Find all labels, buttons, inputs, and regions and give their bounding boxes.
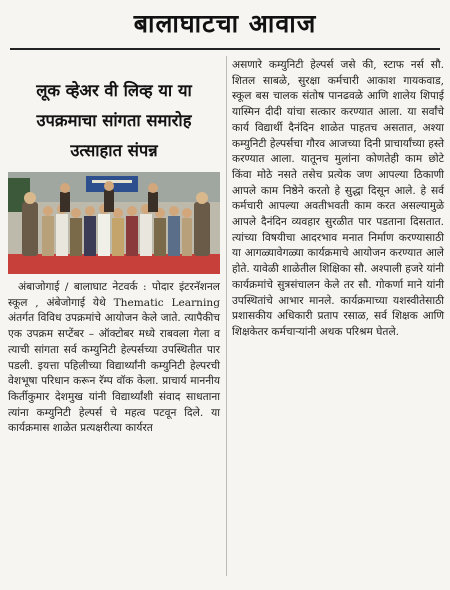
- article-headline: लूक व्हेअर वी लिव्ह या या उपक्रमाचा सांगता समारोह उत्साहात संपन्न: [36, 81, 192, 160]
- masthead-rule: [10, 48, 440, 50]
- event-photo: [8, 172, 220, 274]
- left-column: [8, 56, 220, 437]
- article-body-left: अंबाजोगाई / बालाघाट नेटवर्क : पोदार इंटरनॅशनल स्कूल , अंबेजोगाई येथे Thematic Learning अंतर्गत विविध उपक्रमांचे आयोजन केले जाते. त्यापैकीच एक उपक्रम सप्टेंबर – ऑक्टोबर मध्ये राबवला गेला व त्याची सांगता सर्व कम्युनिटी हेल्पर्सच्या उपस्थितीत पार पडली. इयत्ता पहिलीच्या विद्यार्थ्यांनी कम्युनिटी हेल्परची वेशभूषा परिधान करून रॅम्प वॉक केला. प्राचार्य माननीय किर्तीकुमार देशमुख यांनी विद्यार्थ्यांशी संवाद साधताना त्यांना कम्युनिटी हेल्पर्स चे महत्व पटवून दिले. या कार्यक्रमास शाळेत प्रत्यक्षरीत्या कार्यरत: [8, 281, 220, 435]
- newspaper-title: बालाघाटचा आवाज: [133, 9, 317, 38]
- group-photo-illustration: [8, 172, 220, 274]
- right-column: [232, 58, 444, 341]
- article-body-right: असणारे कम्युनिटी हेल्पर्स जसे की, स्टाफ नर्स सौ. शितल साबळे, सुरक्षा कर्मचारी आकाश गायकवाड, स्कूल बस चालक संतोष पानढवळे आणि शालेय शिपाई यास्मिन दीदी यांचा सत्कार करण्यात आला. या सर्वांचे कार्य विद्यार्थी दैनंदिन शाळेत पाहतच असतात, अश्या कम्युनिटी हेल्पर्सचा गौरव आजच्या दिनी प्राचार्यांच्या हस्ते करण्यात आला. यातूनच मुलांना कोणतेही काम छोटे किंवा मोठे नसते तसेच प्रत्येक जण आपल्या ठिकाणी आपले काम निष्ठेने करतो हे सुद्धा दिसून आले. हे सर्व कर्मचारी आपल्या अवतीभवती काम करत असल्यामुळे आपले दैनंदिन व्यवहार सुरळीत पार पडताना दिसतात. त्यांच्या विषयीचा आदरभाव मनात निर्माण करण्यासाठी या आगळ्यावेगळ्या कार्यक्रमाचे आयोजन करण्यात आले होते. यावेळी शाळेतील शिक्षिका सौ. अश्पाली हजरे यांनी कार्यक्रमांचे सुत्रसंचालन केले तर सौ. गोकर्णा माने यांनी उपस्थितांचे आभार मानले. कार्यक्रमाच्या यशस्वीतेसाठी प्रशासकीय अधिकारी प्रताप रसाळ, सर्व शिक्षक आणि शिक्षकेतर कर्मचाऱ्यांनी अथक परिश्रम घेतले.: [232, 59, 444, 338]
- masthead: [0, 0, 450, 46]
- column-divider: [226, 56, 227, 576]
